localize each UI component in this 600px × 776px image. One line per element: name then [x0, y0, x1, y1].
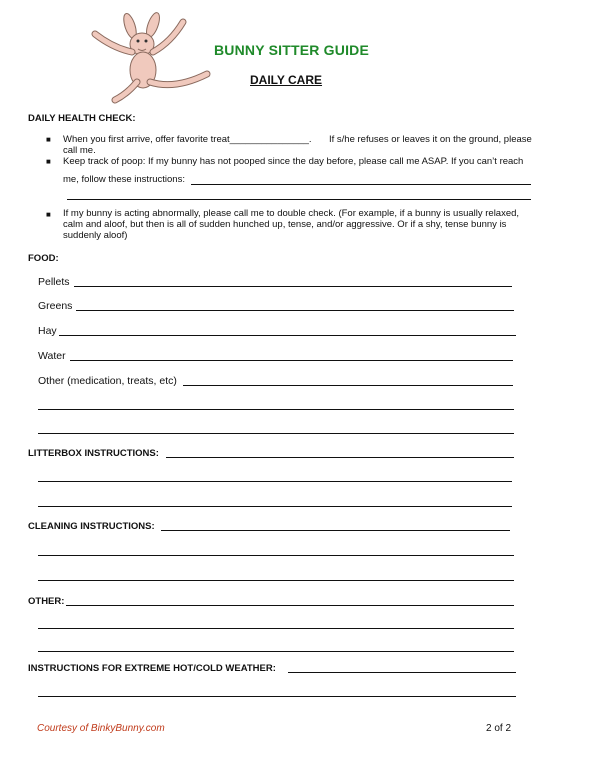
food-label-other: Other (medication, treats, etc) — [38, 375, 177, 387]
other-food-line-1[interactable] — [183, 385, 513, 386]
poop-instructions-line-2[interactable] — [67, 199, 531, 200]
food-label-hay: Hay — [38, 325, 57, 337]
cleaning-line-1[interactable] — [161, 530, 510, 531]
food-heading: FOOD: — [28, 253, 59, 264]
health-bullet-1-a: When you first arrive, offer favorite treat_______________. — [63, 134, 312, 145]
food-label-greens: Greens — [38, 300, 73, 312]
bullet-icon: ■ — [46, 135, 51, 144]
litterbox-line-3[interactable] — [38, 506, 512, 507]
cleaning-line-3[interactable] — [38, 580, 514, 581]
page-number: 2 of 2 — [486, 723, 512, 734]
weather-line-1[interactable] — [288, 672, 516, 673]
health-bullet-1-c: call me. — [63, 145, 96, 156]
page-subtitle: DAILY CARE — [250, 73, 323, 87]
poop-instructions-line-1[interactable] — [191, 184, 531, 185]
pellets-line[interactable] — [74, 286, 512, 287]
cleaning-line-2[interactable] — [38, 555, 514, 556]
litterbox-line-2[interactable] — [38, 481, 512, 482]
health-bullet-3-c: suddenly aloof) — [63, 230, 128, 241]
weather-line-2[interactable] — [38, 696, 516, 697]
cleaning-heading: CLEANING INSTRUCTIONS: — [28, 521, 155, 532]
health-bullet-3-b: calm and aloof, but then is all of sudden hunched up, tense, and/or aggressive. Or if a shy, tense bunny is — [63, 219, 507, 230]
litterbox-heading: LITTERBOX INSTRUCTIONS: — [28, 448, 159, 459]
hay-line[interactable] — [59, 335, 516, 336]
other-food-line-3[interactable] — [38, 433, 514, 434]
bullet-icon: ■ — [46, 210, 51, 219]
other-line-2[interactable] — [38, 628, 514, 629]
litterbox-line-1[interactable] — [166, 457, 514, 458]
health-bullet-3-a: If my bunny is acting abnormally, please call me to double check. (For example, if a bunny is usually relaxed, — [63, 208, 520, 219]
health-bullet-2-b: me, follow these instructions: — [63, 174, 185, 185]
other-line-1[interactable] — [66, 605, 514, 606]
health-bullet-1-b: If s/he refuses or leaves it on the ground, please — [329, 134, 532, 145]
food-label-pellets: Pellets — [38, 276, 70, 288]
food-label-water: Water — [38, 350, 66, 362]
other-food-line-2[interactable] — [38, 409, 514, 410]
other-line-3[interactable] — [38, 651, 514, 652]
health-heading: DAILY HEALTH CHECK: — [28, 113, 136, 124]
page-title: BUNNY SITTER GUIDE — [214, 42, 370, 58]
health-bullet-2-a: Keep track of poop: If my bunny has not pooped since the day before, please call me ASAP. If you can’t reach — [63, 156, 524, 167]
other-heading: OTHER: — [28, 596, 65, 607]
weather-heading: INSTRUCTIONS FOR EXTREME HOT/COLD WEATHER: — [28, 663, 276, 674]
bullet-icon: ■ — [46, 157, 51, 166]
footer-credit: Courtesy of BinkyBunny.com — [37, 723, 165, 734]
greens-line[interactable] — [76, 310, 514, 311]
water-line[interactable] — [70, 360, 513, 361]
bunny-illustration — [85, 12, 220, 107]
